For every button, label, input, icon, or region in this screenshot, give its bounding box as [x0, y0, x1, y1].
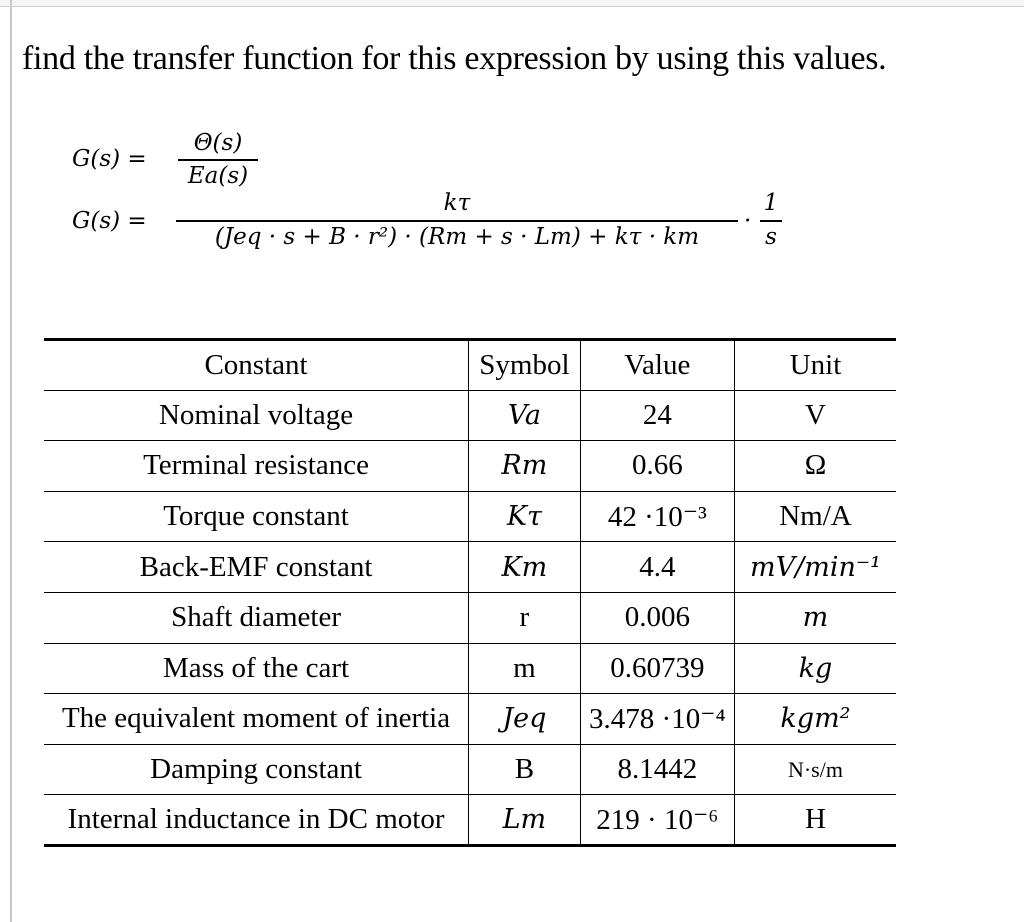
cell-symbol: B: [469, 744, 581, 795]
constants-table: [44, 338, 896, 847]
header-unit: Unit: [734, 340, 896, 391]
cell-constant: Shaft diameter: [44, 592, 469, 643]
cell-constant: Internal inductance in DC motor: [44, 795, 469, 846]
cell-unit: N·s/m: [734, 744, 896, 795]
equation-2-denominator: (Jeq · s + B · r²) · (Rm + s · Lm) + kτ · km: [214, 224, 700, 250]
cell-value: 8.1442: [580, 744, 734, 795]
cell-value: 0.006: [580, 592, 734, 643]
cell-symbol: Va: [469, 390, 581, 441]
cell-constant: Nominal voltage: [44, 390, 469, 441]
table-row: [44, 643, 896, 694]
left-border: [0, 0, 12, 922]
cell-value: 24: [580, 390, 734, 441]
table-row: [44, 592, 896, 643]
cell-constant: Terminal resistance: [44, 441, 469, 492]
cell-unit: kgm²: [734, 694, 896, 745]
cell-symbol: r: [469, 592, 581, 643]
cell-value: 219 · 10⁻⁶: [580, 795, 734, 846]
equation-1-lhs: G(s) =: [72, 146, 147, 172]
cell-symbol: m: [469, 643, 581, 694]
cell-constant: Back-EMF constant: [44, 542, 469, 593]
equation-2-lhs: G(s) =: [72, 208, 147, 234]
table-row: [44, 441, 896, 492]
cell-value: 0.60739: [580, 643, 734, 694]
top-border: [0, 0, 1024, 7]
cell-constant: Mass of the cart: [44, 643, 469, 694]
header-constant: Constant: [44, 340, 469, 391]
equation-2-dot: ·: [744, 208, 752, 234]
table-row: [44, 491, 896, 542]
cell-constant: The equivalent moment of inertia: [44, 694, 469, 745]
cell-value: 42 ·10⁻³: [580, 491, 734, 542]
table-row: [44, 542, 896, 593]
cell-symbol: Km: [469, 542, 581, 593]
cell-unit: mV/min⁻¹: [734, 542, 896, 593]
equation-1-fraction-bar: [178, 159, 258, 161]
equation-1-denominator: Ea(s): [187, 163, 249, 189]
header-symbol: Symbol: [469, 340, 581, 391]
cell-unit: V: [734, 390, 896, 441]
table-row: [44, 795, 896, 846]
cell-constant: Torque constant: [44, 491, 469, 542]
cell-value: 0.66: [580, 441, 734, 492]
cell-unit: Ω: [734, 441, 896, 492]
cell-symbol: Lm: [469, 795, 581, 846]
equation-2-fraction-bar: [176, 220, 738, 222]
table-row: [44, 390, 896, 441]
cell-symbol: Kτ: [469, 491, 581, 542]
equation-2-tail-denominator: s: [765, 224, 777, 250]
equation-1-numerator: Θ(s): [193, 130, 243, 156]
cell-unit: Nm/A: [734, 491, 896, 542]
cell-value: 4.4: [580, 542, 734, 593]
cell-symbol: Rm: [469, 441, 581, 492]
cell-unit: m: [734, 592, 896, 643]
cell-constant: Damping constant: [44, 744, 469, 795]
equation-2-tail-bar: [760, 220, 782, 222]
equation-2-tail-numerator: 1: [763, 190, 779, 216]
cell-value: 3.478 ·10⁻⁴: [580, 694, 734, 745]
table-row: [44, 744, 896, 795]
table-header-row: [44, 340, 896, 391]
cell-symbol: Jeq: [469, 694, 581, 745]
table-row: [44, 694, 896, 745]
header-value: Value: [580, 340, 734, 391]
cell-unit: kg: [734, 643, 896, 694]
question-text: find the transfer function for this expression by using this values.: [22, 40, 887, 77]
equation-2-numerator: kτ: [443, 190, 471, 216]
cell-unit: H: [734, 795, 896, 846]
